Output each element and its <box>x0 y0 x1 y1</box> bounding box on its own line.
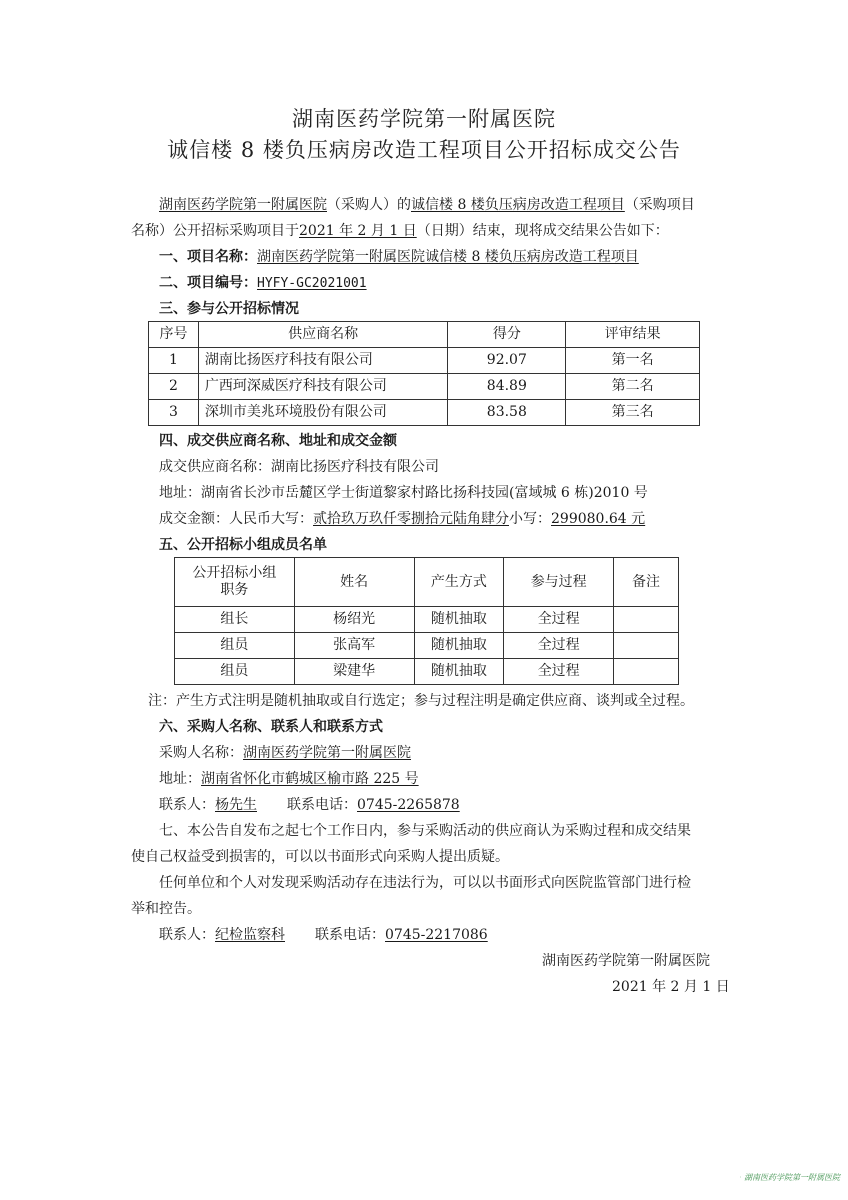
buyer-value: 湖南医药学院第一附属医院 <box>243 745 411 761</box>
table-cell: 组长 <box>175 607 295 633</box>
table-cell: 第二名 <box>566 374 700 400</box>
table-cell: 随机抽取 <box>414 659 504 685</box>
notice-para-1a: 七、本公告自发布之起七个工作日内，参与采购活动的供应商认为采购过程和成交结果 <box>159 823 691 839</box>
section-project-number <box>159 274 367 293</box>
buyer-label: 采购人名称： <box>159 745 243 761</box>
hospital-logo-icon <box>740 1166 741 1188</box>
table-cell: 梁建华 <box>294 659 414 685</box>
table-cell <box>614 659 679 685</box>
notice-para-2a: 任何单位和个人对发现采购活动存在违法行为，可以以书面形式向医院监管部门进行检 <box>159 875 691 891</box>
table-cell: 深圳市美兆环境股份有限公司 <box>198 400 448 426</box>
table-cell: 全过程 <box>504 659 614 685</box>
table-row <box>175 659 679 685</box>
table-header: 供应商名称 <box>198 322 448 348</box>
contact-value: 杨先生 <box>215 797 257 813</box>
table-cell: 杨绍光 <box>294 607 414 633</box>
title-line-1: 湖南医药学院第一附属医院 <box>292 107 556 131</box>
footer-logo <box>740 1162 840 1192</box>
amount-lower: 299080.64 元 <box>551 511 646 527</box>
amount-label: 成交金额：人民币大写： <box>159 511 313 527</box>
winner-address: 地址：湖南省长沙市岳麓区学士街道黎家村路比扬科技园(富域城 6 栋)2010 号 <box>159 485 648 501</box>
project-name: 诚信楼 8 楼负压病房改造工程项目 <box>411 197 625 213</box>
buyer-name-line <box>159 744 411 762</box>
section-label: 一、项目名称： <box>159 249 257 265</box>
section-project-name <box>159 248 639 266</box>
phone-label: 联系电话： <box>287 797 357 813</box>
section-label: 二、项目编号： <box>159 275 257 291</box>
table-cell: 随机抽取 <box>414 633 504 659</box>
phone-value: 0745-2265878 <box>357 797 460 813</box>
section-bidding-heading: 三、参与公开招标情况 <box>159 301 299 317</box>
table-cell: 随机抽取 <box>414 607 504 633</box>
footer-logo-text: 湖南医药学院第一附属医院 <box>744 1172 840 1182</box>
table-header-row <box>149 322 700 348</box>
table-cell: 全过程 <box>504 633 614 659</box>
table-header: 序号 <box>149 322 199 348</box>
committee-note: 注：产生方式注明是随机抽取或自行选定；参与过程注明是确定供应商、谈判或全过程。 <box>148 693 694 709</box>
table-row <box>175 633 679 659</box>
committee-table <box>174 557 679 685</box>
phone-value: 0745-2217086 <box>385 927 488 943</box>
intro-text: （采购人）的 <box>327 197 411 213</box>
table-cell: 84.89 <box>448 374 566 400</box>
table-header: 参与过程 <box>504 558 614 607</box>
table-header-row <box>175 558 679 607</box>
amount-upper: 贰拾玖万玖仟零捌拾元陆角肆分 <box>313 511 509 527</box>
table-cell: 2 <box>149 374 199 400</box>
amount-small-label: 小写： <box>509 511 551 527</box>
table-cell: 组员 <box>175 633 295 659</box>
contact-value: 纪检监察科 <box>215 927 285 943</box>
end-date: 2021 年 2 月 1 日 <box>299 223 417 239</box>
table-cell: 组员 <box>175 659 295 685</box>
winner-supplier: 成交供应商名称：湖南比扬医疗科技有限公司 <box>159 459 439 475</box>
signature-date: 2021 年 2 月 1 日 <box>612 979 730 995</box>
table-cell: 湖南比扬医疗科技有限公司 <box>198 348 448 374</box>
table-cell: 张高军 <box>294 633 414 659</box>
table-cell <box>614 633 679 659</box>
table-row <box>149 348 700 374</box>
buyer-name: 湖南医药学院第一附属医院 <box>159 197 327 213</box>
table-cell <box>614 607 679 633</box>
table-cell: 第三名 <box>566 400 700 426</box>
table-header: 评审结果 <box>566 322 700 348</box>
table-cell: 广西珂深威医疗科技有限公司 <box>198 374 448 400</box>
supervision-contact-line <box>159 926 500 944</box>
contact-label: 联系人： <box>159 927 215 943</box>
phone-label: 联系电话： <box>315 927 385 943</box>
table-header: 公开招标小组 职务 <box>175 558 295 607</box>
section-value: HYFY-GC2021001 <box>257 276 367 291</box>
table-row <box>149 374 700 400</box>
notice-para-2b: 举和控告。 <box>131 901 201 917</box>
intro-text: （日期）结束，现将成交结果公告如下： <box>416 223 669 239</box>
intro-text: 名称）公开招标采购项目于 <box>131 223 299 239</box>
intro-line-2 <box>131 222 669 240</box>
winner-amount <box>159 510 645 528</box>
address-value: 湖南省怀化市鹤城区榆市路 225 号 <box>201 771 419 787</box>
table-cell: 第一名 <box>566 348 700 374</box>
address-label: 地址： <box>159 771 201 787</box>
section-value: 湖南医药学院第一附属医院诚信楼 8 楼负压病房改造工程项目 <box>257 249 639 265</box>
contact-label: 联系人： <box>159 797 215 813</box>
intro-line-1 <box>159 196 695 214</box>
table-cell: 92.07 <box>448 348 566 374</box>
table-row <box>149 400 700 426</box>
table-row <box>175 607 679 633</box>
table-cell: 1 <box>149 348 199 374</box>
table-header: 产生方式 <box>414 558 504 607</box>
table-header: 得分 <box>448 322 566 348</box>
buyer-address-line <box>159 770 419 788</box>
signature-org: 湖南医药学院第一附属医院 <box>542 953 710 969</box>
section-winner-heading: 四、成交供应商名称、地址和成交金额 <box>159 433 397 449</box>
section-committee-heading: 五、公开招标小组成员名单 <box>159 537 327 553</box>
section-buyer-heading: 六、采购人名称、联系人和联系方式 <box>159 719 383 735</box>
intro-text: （采购项目 <box>624 197 695 213</box>
notice-para-1b: 使自己权益受到损害的，可以以书面形式向采购人提出质疑。 <box>131 849 509 865</box>
table-header: 姓名 <box>294 558 414 607</box>
table-cell: 83.58 <box>448 400 566 426</box>
table-header: 备注 <box>614 558 679 607</box>
table-cell: 3 <box>149 400 199 426</box>
bidding-table <box>148 321 700 426</box>
buyer-contact-line <box>159 796 460 814</box>
title-line-2: 诚信楼 8 楼负压病房改造工程项目公开招标成交公告 <box>167 138 681 162</box>
table-cell: 全过程 <box>504 607 614 633</box>
